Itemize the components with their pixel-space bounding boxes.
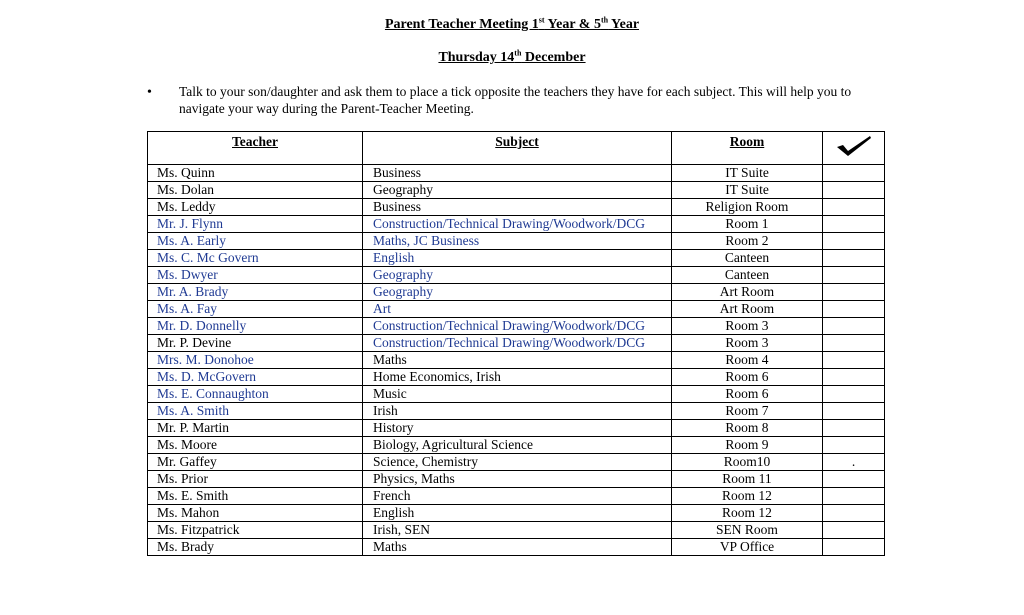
room-cell: SEN Room bbox=[672, 522, 823, 539]
subject-cell: Maths bbox=[363, 539, 672, 556]
checkmark-icon bbox=[834, 134, 874, 158]
tick-cell[interactable] bbox=[823, 420, 885, 437]
room-cell: Room 4 bbox=[672, 352, 823, 369]
tick-cell[interactable] bbox=[823, 352, 885, 369]
subject-cell: Art bbox=[363, 301, 672, 318]
table-row bbox=[148, 267, 885, 284]
teacher-cell: Ms. Leddy bbox=[148, 199, 363, 216]
teacher-cell: Ms. Dolan bbox=[148, 182, 363, 199]
table-row bbox=[148, 216, 885, 233]
table-row bbox=[148, 182, 885, 199]
table-row bbox=[148, 522, 885, 539]
document-title bbox=[0, 17, 1024, 33]
title-superscript: st bbox=[538, 15, 545, 25]
teacher-cell: Mr. D. Donnelly bbox=[148, 318, 363, 335]
room-cell: Art Room bbox=[672, 284, 823, 301]
table-row bbox=[148, 284, 885, 301]
table-row bbox=[148, 471, 885, 488]
table-row bbox=[148, 386, 885, 403]
teacher-cell: Ms. E. Connaughton bbox=[148, 386, 363, 403]
tick-cell[interactable] bbox=[823, 488, 885, 505]
table-row bbox=[148, 369, 885, 386]
subject-cell: French bbox=[363, 488, 672, 505]
teacher-column-header bbox=[148, 132, 363, 165]
room-cell: IT Suite bbox=[672, 182, 823, 199]
room-cell: Room 6 bbox=[672, 369, 823, 386]
subject-cell: Business bbox=[363, 199, 672, 216]
subject-cell: Construction/Technical Drawing/Woodwork/DCG bbox=[363, 216, 672, 233]
table-row bbox=[148, 352, 885, 369]
table-body bbox=[148, 165, 885, 556]
tick-cell[interactable]: . bbox=[823, 454, 885, 471]
room-cell: Room 2 bbox=[672, 233, 823, 250]
room-cell: Room 6 bbox=[672, 386, 823, 403]
table-row bbox=[148, 199, 885, 216]
title-text: Parent Teacher Meeting 1 bbox=[384, 17, 539, 32]
tick-cell[interactable] bbox=[823, 199, 885, 216]
subject-column-header bbox=[363, 132, 672, 165]
room-header-label: Room bbox=[729, 134, 765, 149]
table-row bbox=[148, 335, 885, 352]
subject-cell: History bbox=[363, 420, 672, 437]
teacher-table bbox=[147, 131, 885, 556]
tick-cell[interactable] bbox=[823, 505, 885, 522]
subject-cell: Construction/Technical Drawing/Woodwork/DCG bbox=[363, 335, 672, 352]
subject-cell: Geography bbox=[363, 267, 672, 284]
tick-cell[interactable] bbox=[823, 182, 885, 199]
title-text: Year bbox=[608, 17, 640, 32]
teacher-cell: Ms. C. Mc Govern bbox=[148, 250, 363, 267]
tick-cell[interactable] bbox=[823, 318, 885, 335]
teacher-cell: Ms. E. Smith bbox=[148, 488, 363, 505]
teacher-header-label: Teacher bbox=[232, 134, 278, 149]
subject-cell: Maths bbox=[363, 352, 672, 369]
tick-cell[interactable] bbox=[823, 522, 885, 539]
table-header-row bbox=[148, 132, 885, 165]
subject-cell: Biology, Agricultural Science bbox=[363, 437, 672, 454]
teacher-cell: Ms. A. Smith bbox=[148, 403, 363, 420]
tick-cell[interactable] bbox=[823, 301, 885, 318]
teacher-cell: Mr. J. Flynn bbox=[148, 216, 363, 233]
teacher-cell: Ms. Mahon bbox=[148, 505, 363, 522]
tick-cell[interactable] bbox=[823, 216, 885, 233]
teacher-cell: Mr. P. Martin bbox=[148, 420, 363, 437]
teacher-cell: Ms. Brady bbox=[148, 539, 363, 556]
room-cell: Room 3 bbox=[672, 318, 823, 335]
subject-cell: Science, Chemistry bbox=[363, 454, 672, 471]
room-cell: Room 1 bbox=[672, 216, 823, 233]
subject-cell: Irish bbox=[363, 403, 672, 420]
table-row bbox=[148, 420, 885, 437]
teacher-cell: Ms. Moore bbox=[148, 437, 363, 454]
subject-cell: Geography bbox=[363, 284, 672, 301]
table-row bbox=[148, 454, 885, 471]
tick-cell[interactable] bbox=[823, 437, 885, 454]
room-cell: IT Suite bbox=[672, 165, 823, 182]
room-column-header bbox=[672, 132, 823, 165]
instruction-text: Talk to your son/daughter and ask them to place a tick opposite the teachers they have for each subject. This will help you to navigate your way during the Parent-Teacher Meeting. bbox=[179, 84, 852, 116]
room-cell: Canteen bbox=[672, 267, 823, 284]
room-cell: Room 3 bbox=[672, 335, 823, 352]
teacher-cell: Mr. A. Brady bbox=[148, 284, 363, 301]
teacher-cell: Mrs. M. Donohoe bbox=[148, 352, 363, 369]
teacher-cell: Ms. Prior bbox=[148, 471, 363, 488]
subtitle-text: Thursday 14 bbox=[438, 50, 515, 65]
tick-cell[interactable] bbox=[823, 539, 885, 556]
subject-cell: English bbox=[363, 505, 672, 522]
table-row bbox=[148, 301, 885, 318]
room-cell: VP Office bbox=[672, 539, 823, 556]
table-row bbox=[148, 250, 885, 267]
room-cell: Room 12 bbox=[672, 488, 823, 505]
subject-cell: Construction/Technical Drawing/Woodwork/DCG bbox=[363, 318, 672, 335]
table-row bbox=[148, 165, 885, 182]
table-row bbox=[148, 437, 885, 454]
subject-cell: Home Economics, Irish bbox=[363, 369, 672, 386]
tick-cell[interactable] bbox=[823, 165, 885, 182]
subject-cell: Maths, JC Business bbox=[363, 233, 672, 250]
subtitle-superscript: th bbox=[514, 48, 522, 58]
teacher-cell: Ms. Dwyer bbox=[148, 267, 363, 284]
subject-cell: Irish, SEN bbox=[363, 522, 672, 539]
tick-cell[interactable] bbox=[823, 233, 885, 250]
teacher-cell: Ms. Quinn bbox=[148, 165, 363, 182]
title-text: Year & 5 bbox=[544, 17, 601, 32]
subject-header-label: Subject bbox=[495, 134, 539, 149]
title-superscript: th bbox=[600, 15, 609, 25]
subject-cell: Physics, Maths bbox=[363, 471, 672, 488]
bullet-point: • bbox=[147, 85, 152, 100]
subject-cell: Music bbox=[363, 386, 672, 403]
table-row bbox=[148, 233, 885, 250]
room-cell: Room 9 bbox=[672, 437, 823, 454]
room-cell: Room 12 bbox=[672, 505, 823, 522]
teacher-cell: Ms. D. McGovern bbox=[148, 369, 363, 386]
table-row bbox=[148, 539, 885, 556]
teacher-cell: Mr. Gaffey bbox=[148, 454, 363, 471]
teacher-cell: Ms. A. Fay bbox=[148, 301, 363, 318]
tick-cell[interactable] bbox=[823, 386, 885, 403]
tick-cell[interactable] bbox=[823, 250, 885, 267]
room-cell: Religion Room bbox=[672, 199, 823, 216]
tick-cell[interactable] bbox=[823, 369, 885, 386]
tick-cell[interactable] bbox=[823, 471, 885, 488]
table-row bbox=[148, 403, 885, 420]
table-row bbox=[148, 318, 885, 335]
tick-cell[interactable] bbox=[823, 284, 885, 301]
room-cell: Room10 bbox=[672, 454, 823, 471]
subtitle-text: December bbox=[521, 50, 586, 65]
subject-cell: Business bbox=[363, 165, 672, 182]
tick-cell[interactable] bbox=[823, 335, 885, 352]
tick-cell[interactable] bbox=[823, 267, 885, 284]
room-cell: Canteen bbox=[672, 250, 823, 267]
table-row bbox=[148, 488, 885, 505]
subject-cell: English bbox=[363, 250, 672, 267]
table-row bbox=[148, 505, 885, 522]
subject-cell: Geography bbox=[363, 182, 672, 199]
room-cell: Room 8 bbox=[672, 420, 823, 437]
teacher-cell: Mr. P. Devine bbox=[148, 335, 363, 352]
tick-column-header bbox=[823, 132, 885, 165]
teacher-cell: Ms. Fitzpatrick bbox=[148, 522, 363, 539]
tick-cell[interactable] bbox=[823, 403, 885, 420]
teacher-cell: Ms. A. Early bbox=[148, 233, 363, 250]
room-cell: Art Room bbox=[672, 301, 823, 318]
room-cell: Room 7 bbox=[672, 403, 823, 420]
document-subtitle bbox=[0, 50, 1024, 66]
room-cell: Room 11 bbox=[672, 471, 823, 488]
